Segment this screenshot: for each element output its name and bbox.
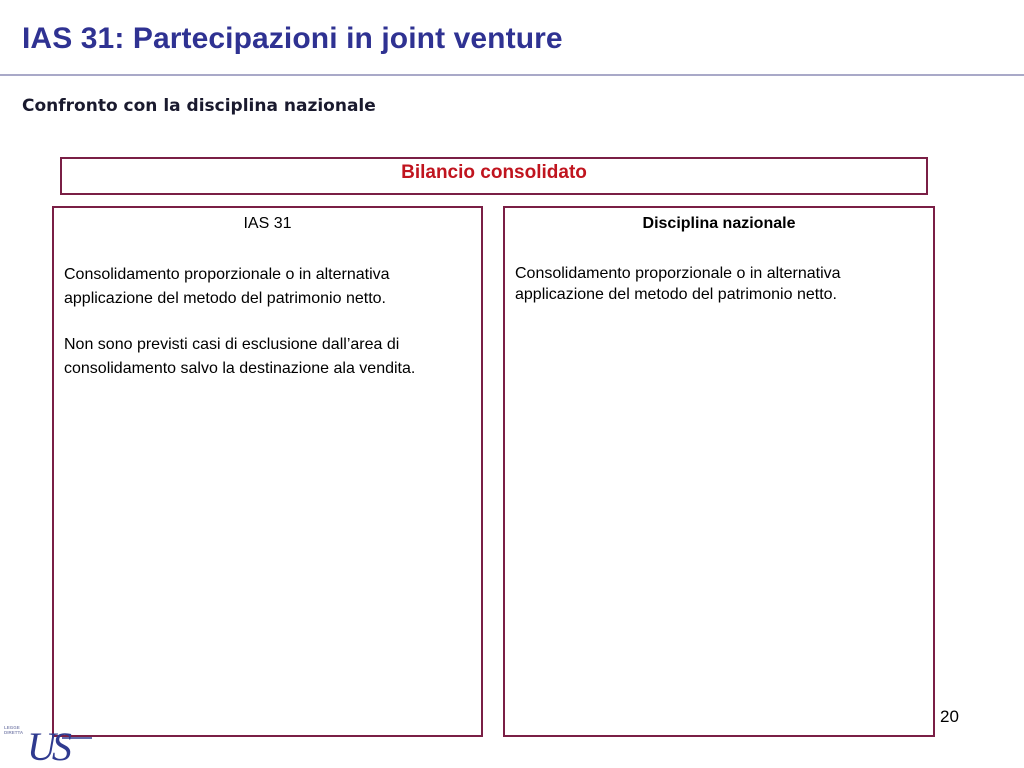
left-column-box [52,206,483,737]
page-number: 20 [940,707,959,726]
section-banner [60,157,928,195]
right-column-heading: Disciplina nazionale [642,215,796,232]
left-column-heading: IAS 31 [243,215,292,232]
right-column-paragraph-1: Consolidamento proporzionale o in alternativa applicazione del metodo del patrimonio netto. [515,265,841,303]
slide-subtitle: Confronto con la disciplina nazionale [22,96,376,116]
slide-title: IAS 31: Partecipazioni in joint venture [22,22,563,55]
logo-caption-line1: LEGGE [4,725,20,730]
banner-label: Bilancio consolidato [401,162,587,183]
right-column-box [503,206,935,737]
left-column-paragraph-2: Non sono previsti casi di esclusione dall’area di consolidamento salvo la destinazione ala vendita. [64,336,416,377]
title-divider [0,74,1024,76]
left-column-paragraph-1: Consolidamento proporzionale o in alternativa applicazione del metodo del patrimonio netto. [64,266,390,307]
university-logo [0,716,96,768]
logo-letters: US [27,724,68,768]
logo-caption-line2: DIRETTA [4,730,24,735]
